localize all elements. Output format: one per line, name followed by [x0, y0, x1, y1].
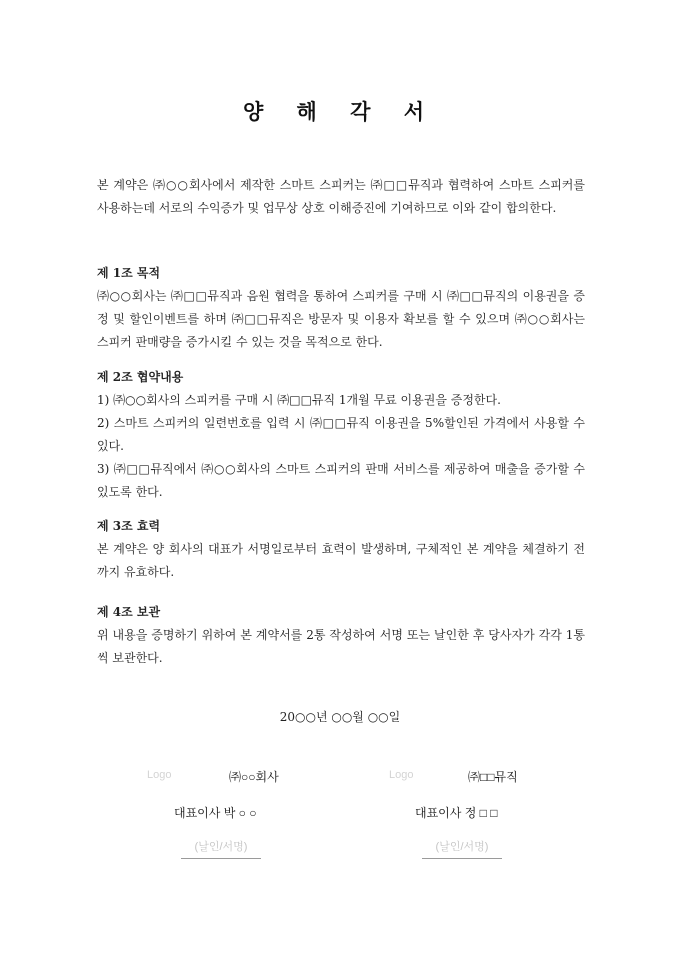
article-2-item-3: 3) ㈜□□뮤직에서 ㈜○○회사의 스마트 스피커의 판매 서비스를 제공하여 매출을 증가할 수 있도록 한다. — [97, 462, 585, 499]
article-3-heading: 제 3조 효력 — [97, 519, 161, 533]
article-2 — [97, 366, 585, 504]
article-1 — [97, 262, 585, 354]
signing-date: 20○○년 ○○월 ○○일 — [279, 710, 401, 724]
intro-text: 본 계약은 ㈜○○회사에서 제작한 스마트 스피커는 ㈜□□뮤직과 협력하여 스마트 스피커를 사용하는데 서로의 수익증가 및 업무상 상호 이해증진에 기여하므로 이와 같이 합의한다. — [97, 178, 585, 215]
article-4 — [97, 601, 585, 670]
article-3-body: 본 계약은 양 회사의 대표가 서명일로부터 효력이 발생하며, 구체적인 본 계약을 체결하기 전까지 유효하다. — [97, 542, 585, 579]
party-2-ceo: 대표이사 정 □ □ — [415, 806, 498, 820]
article-2-heading: 제 2조 협약내용 — [97, 370, 184, 384]
article-2-item-2: 2) 스마트 스피커의 일련번호를 입력 시 ㈜□□뮤직 이용권을 5%할인된 가격에서 사용할 수 있다. — [97, 416, 585, 453]
article-1-body: ㈜○○회사는 ㈜□□뮤직과 음원 협력을 통하여 스피커를 구매 시 ㈜□□뮤직의 이용권을 증정 및 할인이벤트를 하며 ㈜□□뮤직은 방문자 및 이용자 확보를 할 수 있으며 ㈜○○회사는 스피커 판매량을 증가시킬 수 있는 것을 목적으로 한다. — [97, 289, 585, 349]
document-title: 양 해 각 서 — [242, 99, 438, 124]
party-1-signature-line — [181, 858, 261, 859]
intro-paragraph — [97, 174, 585, 220]
article-3 — [97, 515, 585, 584]
party-1-ceo: 대표이사 박 ○ ○ — [174, 806, 257, 820]
party-2-stamp-placeholder: (날인/서명) — [435, 841, 489, 853]
party-2-signature-line — [422, 858, 502, 859]
party-1-company: ㈜○○회사 — [229, 770, 279, 784]
article-2-item-1: 1) ㈜○○회사의 스피커를 구매 시 ㈜□□뮤직 1개월 무료 이용권을 증정한다. — [97, 393, 501, 407]
article-4-heading: 제 4조 보관 — [97, 605, 161, 619]
party-2-logo: Logo — [389, 769, 414, 781]
party-1-stamp-placeholder: (날인/서명) — [194, 841, 248, 853]
article-4-body: 위 내용을 증명하기 위하여 본 계약서를 2통 작성하여 서명 또는 날인한 후 당사자가 각각 1통씩 보관한다. — [97, 628, 585, 665]
article-1-heading: 제 1조 목적 — [97, 266, 161, 280]
party-2-company: ㈜□□뮤직 — [468, 770, 518, 784]
party-1-logo: Logo — [147, 769, 172, 781]
